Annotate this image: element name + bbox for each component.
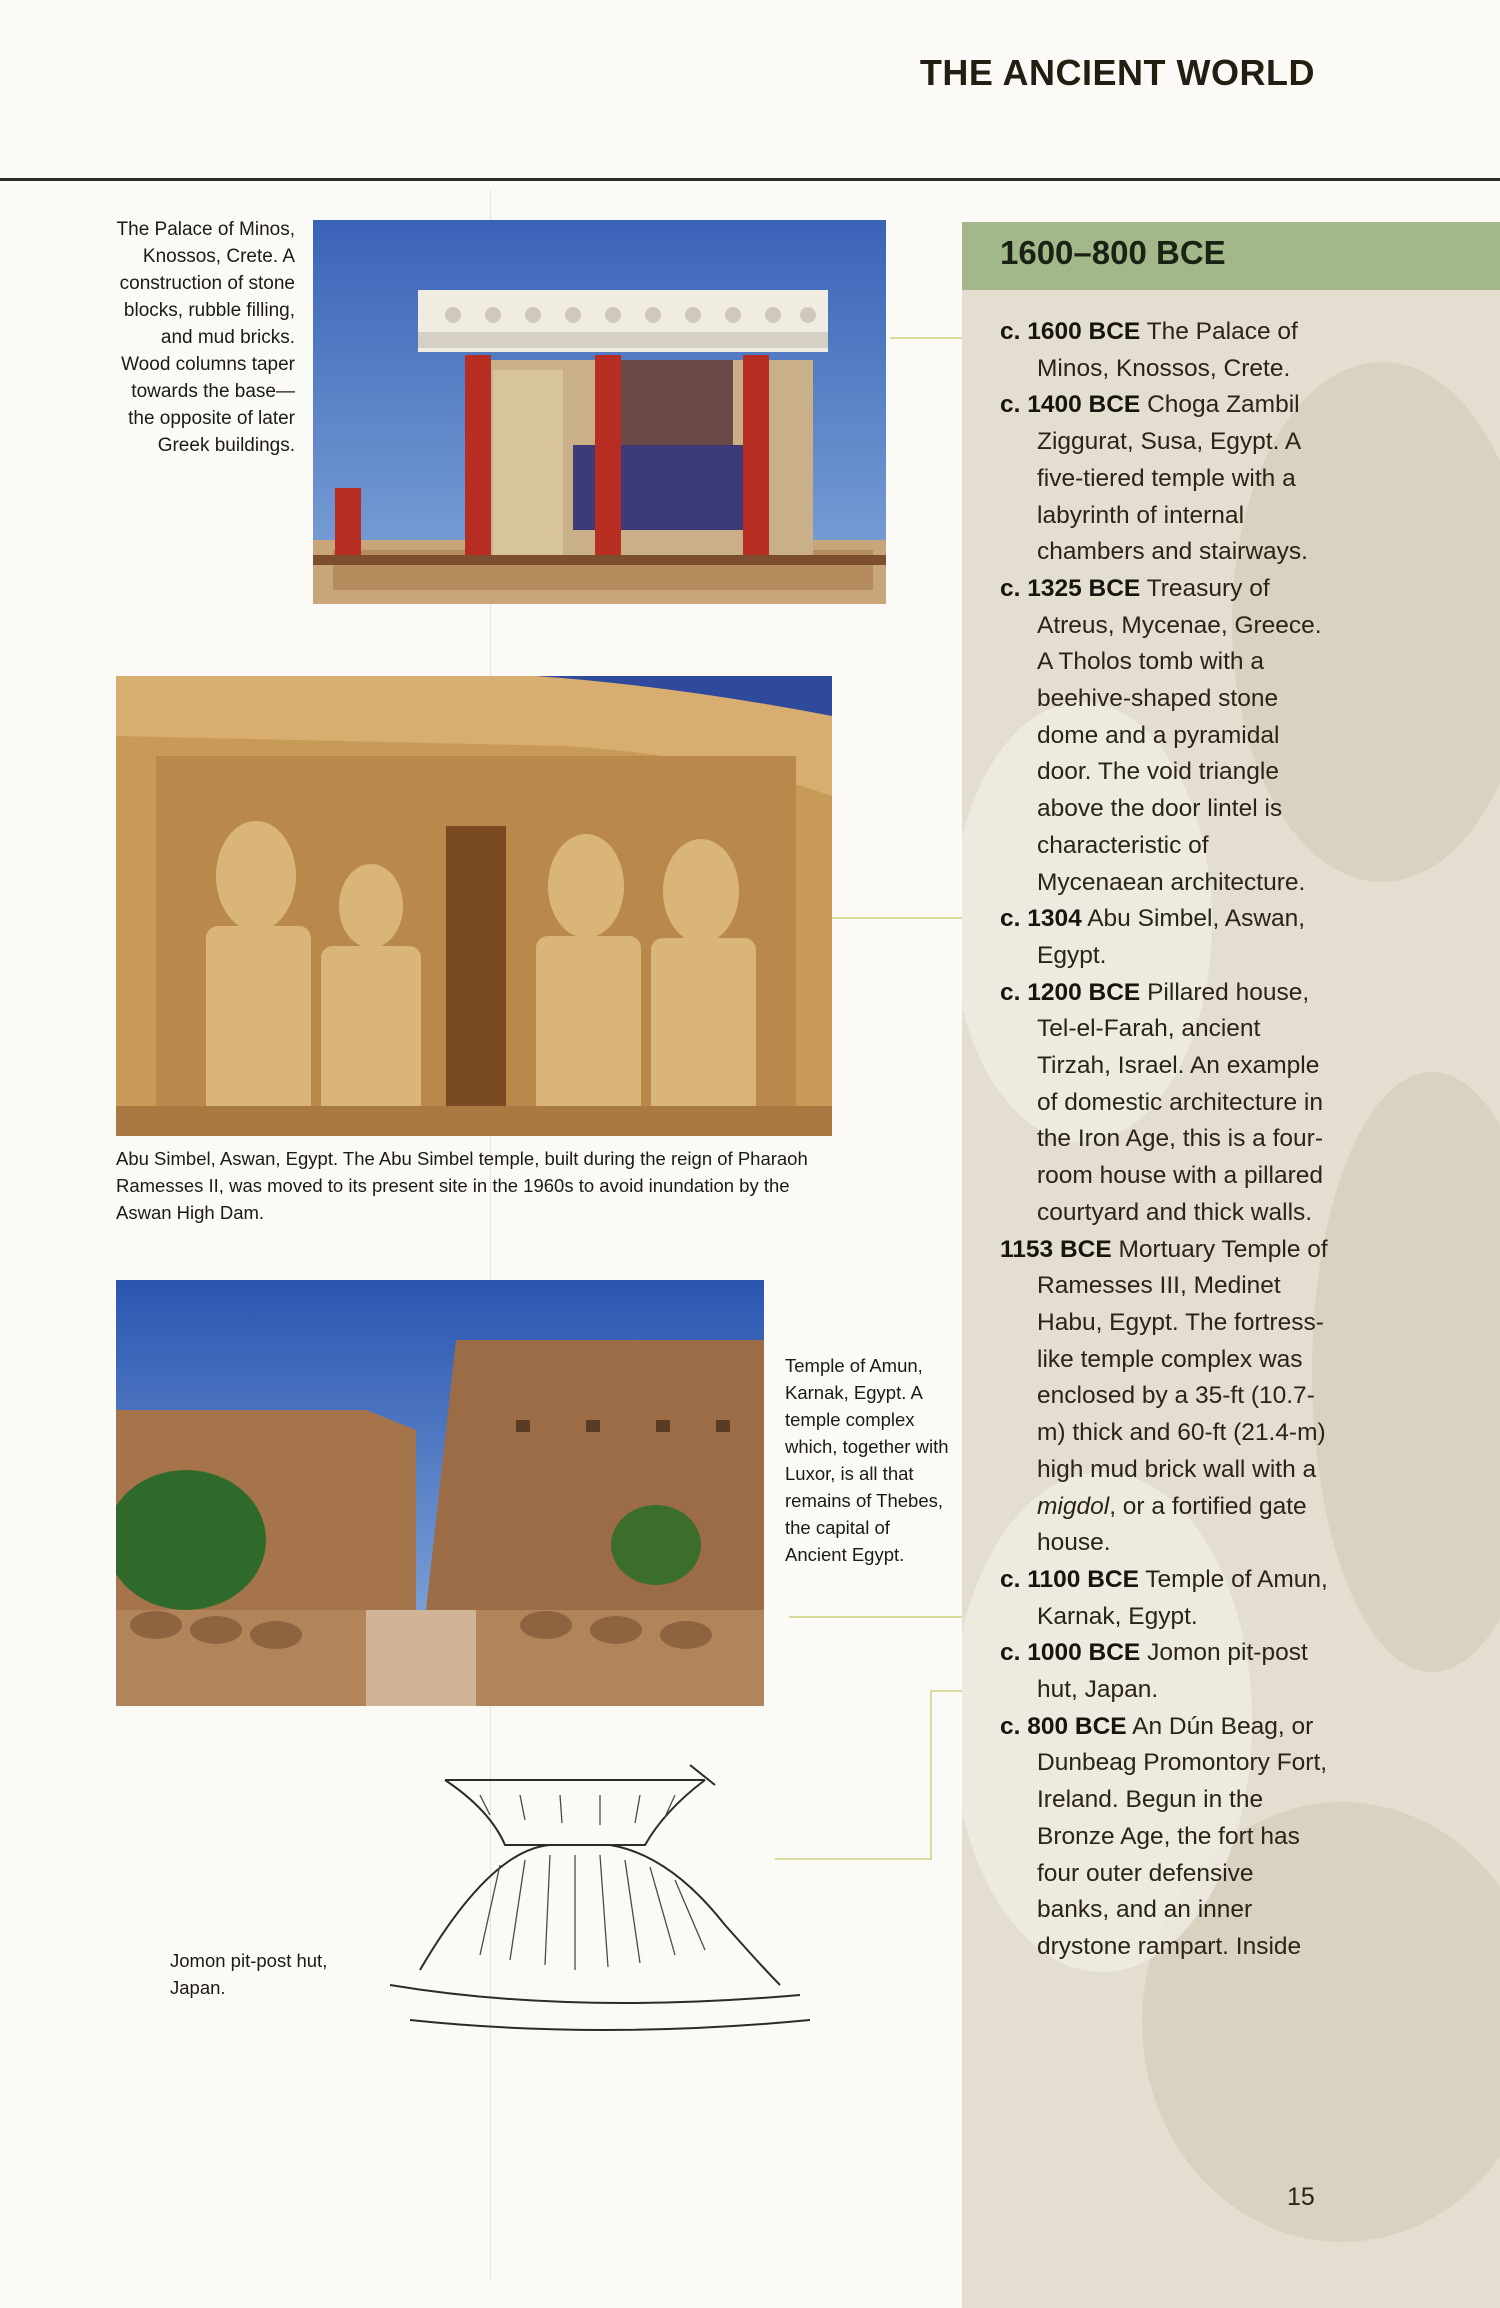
- header-rule: [0, 178, 1500, 181]
- timeline-entry: c. 1325 BCE Treasury of Atreus, Mycenae, Greece. A Tholos tomb with a beehive-shaped stone dome and a pyramidal door. The void triangle above the door lintel is characteristic of Mycenaean architecture.: [1000, 574, 1322, 896]
- jomon-leader-vertical: [930, 1690, 932, 1860]
- page-number: 15: [1287, 2183, 1315, 2211]
- page-header-title: THE ANCIENT WORLD: [919, 52, 1315, 93]
- timeline-entry: c. 800 BCE An Dún Beag, or Dunbeag Promontory Fort, Ireland. Begun in the Bronze Age, the fort has four outer defensive banks, and an inner drystone rampart. Inside: [1000, 1712, 1328, 1960]
- jomon-hut-sketch: [370, 1755, 840, 2045]
- karnak-leader-line: [789, 1616, 962, 1618]
- timeline-entry: c. 1100 BCE Temple of Amun, Karnak, Egypt.: [1000, 1565, 1328, 1630]
- knossos-photo: [313, 220, 886, 604]
- timeline-entry: c. 1200 BCE Pillared house, Tel-el-Farah, ancient Tirzah, Israel. An example of domestic architecture in the Iron Age, this is a four-room house with a pillared courtyard and thick walls.: [1000, 978, 1323, 1226]
- timeline-heading: 1600–800 BCE: [1000, 234, 1226, 271]
- abu-simbel-caption: Abu Simbel, Aswan, Egypt. The Abu Simbel temple, built during the reign of Pharaoh Ramesses II, was moved to its present site in the 1960s to avoid inundation by the Aswan High Dam.: [116, 1148, 808, 1223]
- timeline-entry: c. 1600 BCE The Palace of Minos, Knossos, Crete.: [1000, 318, 1298, 382]
- timeline-entry: c. 1304 Abu Simbel, Aswan, Egypt.: [1000, 905, 1306, 969]
- knossos-leader-line: [890, 337, 962, 339]
- timeline-entry: c. 1000 BCE Jomon pit-post hut, Japan.: [1000, 1639, 1308, 1704]
- jomon-leader-line: [775, 1858, 932, 1860]
- abu-simbel-photo: [116, 676, 832, 1136]
- timeline-heading-band: [962, 222, 1500, 290]
- abu-simbel-leader-line: [832, 917, 962, 919]
- karnak-caption: Temple of Amun, Karnak, Egypt. A temple complex which, together with Luxor, is all that remains of Thebes, the capital of Ancient Egypt.: [785, 1355, 949, 1565]
- karnak-photo: [116, 1280, 764, 1706]
- knossos-caption: The Palace of Minos, Knossos, Crete. A construction of stone blocks, rubble filling, and mud bricks. Wood columns taper towards the base—the opposite of later Greek buildings.: [116, 219, 295, 456]
- timeline-list: [1000, 314, 1330, 1966]
- jomon-leader-top: [930, 1690, 962, 1692]
- jomon-caption: Jomon pit-post hut, Japan.: [170, 1950, 328, 1998]
- timeline-entry: c. 1400 BCE Choga Zambil Ziggurat, Susa, Egypt. A five-tiered temple with a labyrinth of internal chambers and stairways.: [1000, 391, 1308, 566]
- timeline-entry: 1153 BCE Mortuary Temple of Ramesses III, Medinet Habu, Egypt. The fortress-like temple complex was enclosed by a 35-ft (10.7-m) thick and 60-ft (21.4-m) high mud brick wall with a migdol, or a fortified gate house.: [1000, 1235, 1328, 1557]
